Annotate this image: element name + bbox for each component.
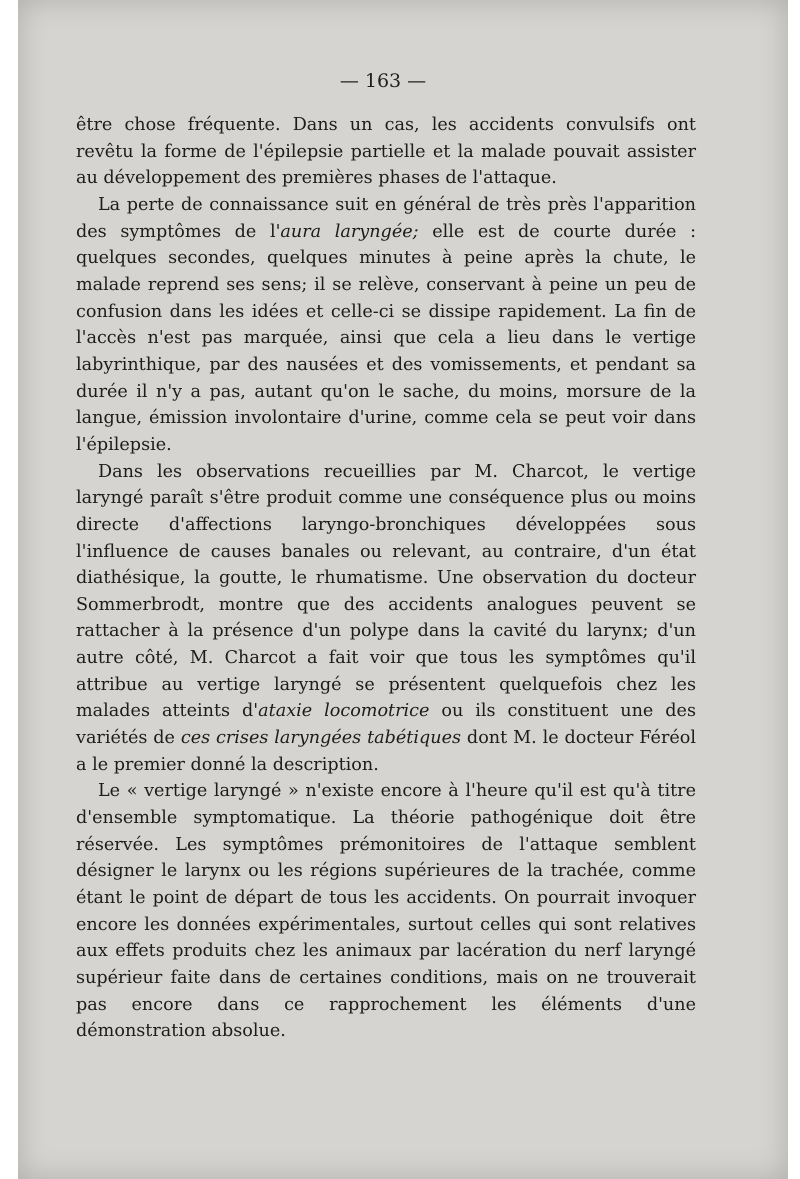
text-segment: elle est de courte durée : quelques secondes, quelques minutes à peine après la chute, le malade reprend ses sens; il se relève, conservant à peine un peu de confusion dans les idées et celle-ci se dissipe rapidement. La fin de l'accès n'est pas marquée, ainsi que cela a lieu dans le vertige labyrinthique, par des nausées et des vomissements, et pendant sa durée il n'y a pas, autant qu'on le sache, du moins, morsure de la langue, émission involontaire d'urine, comme cela se peut voir dans l'épilepsie. (76, 221, 696, 455)
book-page (18, 0, 788, 1179)
text-segment: Le « vertige laryngé » n'existe encore à l'heure qu'il est qu'à titre d'ensemble symptomatique. La théorie pathogénique doit être réservée. Les symptômes prémonitoires de l'attaque semblent désigner le larynx ou les régions supérieures de la trachée, comme étant le point de départ de tous les accidents. On pourrait invoquer encore les données expérimentales, surtout celles qui sont relatives aux effets produits chez les animaux par lacération du nerf laryngé supérieur faite dans de certaines conditions, mais on ne trouverait pas encore dans ce rapprochement les éléments d'une démonstration absolue. (76, 781, 696, 1042)
body-text (76, 112, 696, 1045)
text-segment: être chose fréquente. Dans un cas, les accidents convulsifs ont revêtu la forme de l'épilepsie partielle et la malade pouvait assister au développement des premières phases de l'attaque. (76, 115, 696, 189)
italic-text: ataxie locomotrice (258, 701, 430, 722)
paragraph (76, 192, 696, 459)
text-segment: ou ils constituent une des variétés de (76, 701, 696, 749)
paragraph (76, 112, 696, 192)
italic-text: ces crises laryngées tabétiques (180, 728, 462, 749)
paragraph (76, 778, 696, 1045)
page-number: — 163 — (339, 70, 427, 92)
text-segment: dont M. le docteur Féréol a le premier donné la description. (76, 728, 697, 775)
italic-text: aura laryngée; (280, 221, 419, 242)
text-segment: Dans les observations recueillies par M. Charcot, le vertige laryngé paraît s'être produit comme une conséquence plus ou moins directe d'affections laryngo-bronchiques développées sous l'influence de causes banales ou relevant, au contraire, d'un état diathésique, la goutte, le rhumatisme. Une observation du docteur Sommerbrodt, montre que des accidents analogues peuvent se rattacher à la présence d'un polype dans la cavité du larynx; d'un autre côté, M. Charcot a fait voir que tous les symptômes qu'il attribue au vertige laryngé se présentent quelquefois chez les malades atteints d' (76, 461, 696, 722)
paragraph (76, 459, 696, 779)
text-segment: La perte de connaissance suit en général de très près l'apparition des symptômes de l' (76, 194, 696, 242)
